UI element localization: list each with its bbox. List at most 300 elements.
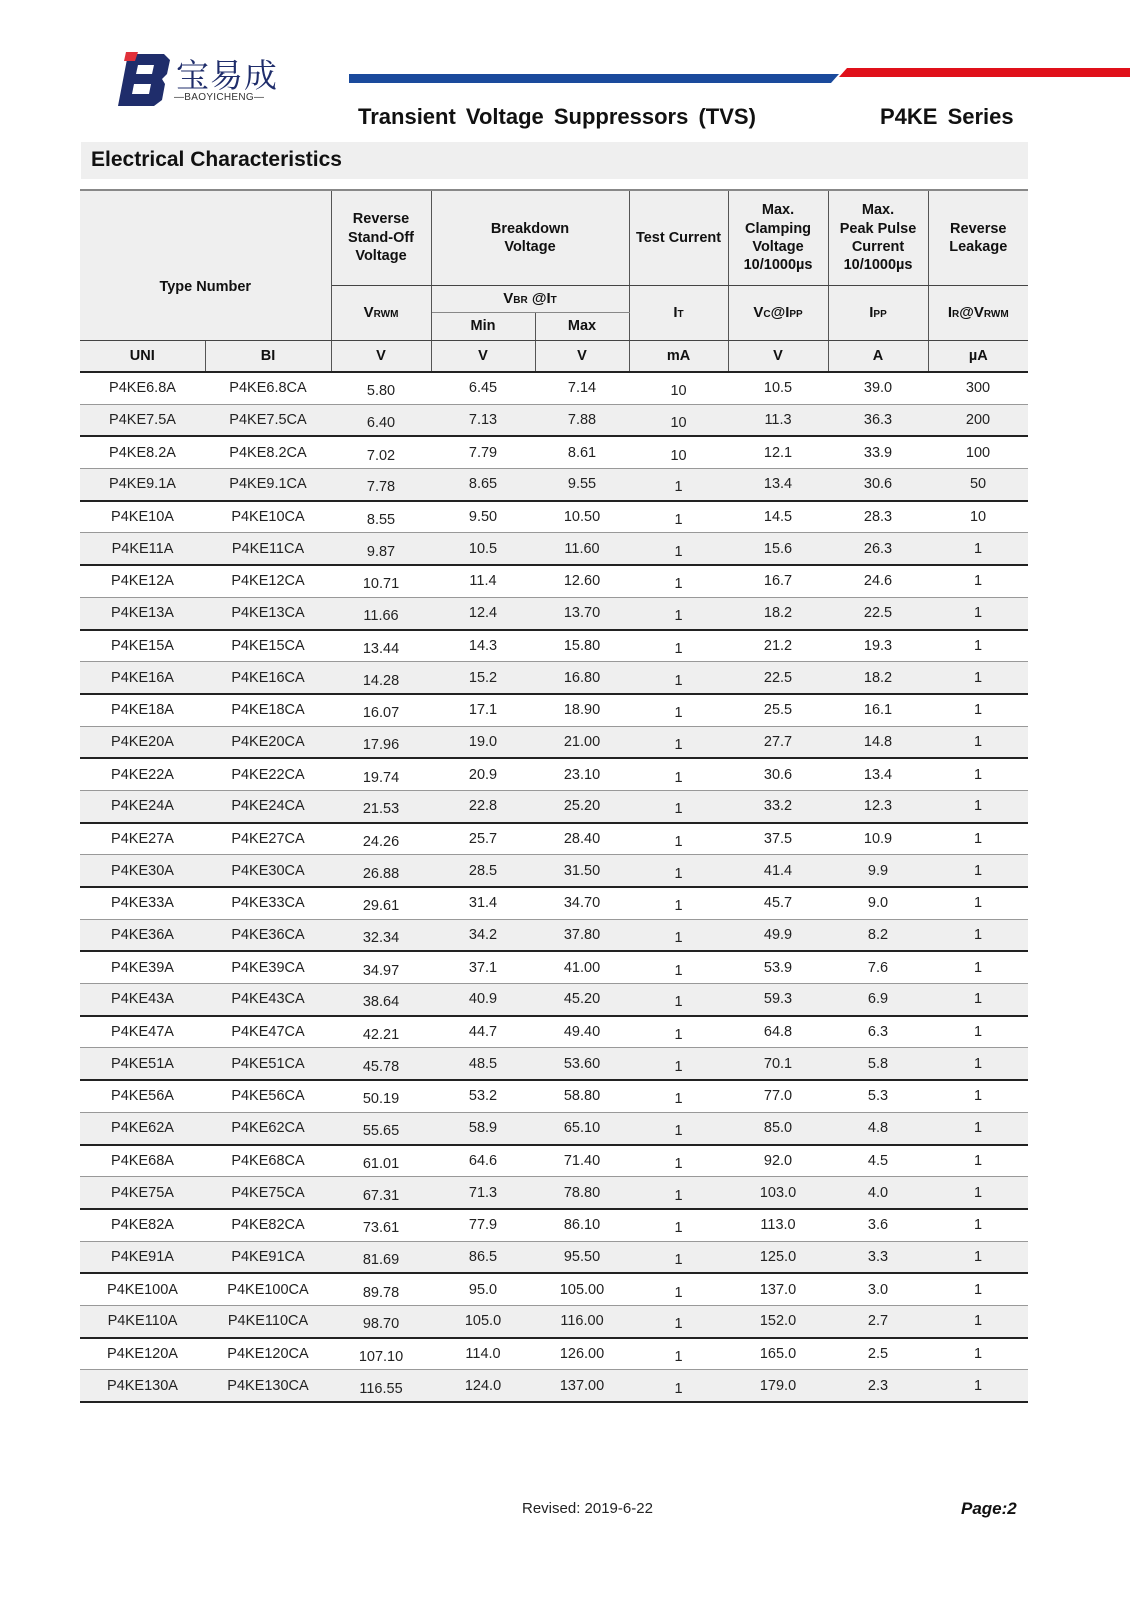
symbol-ipp: IPP: [828, 286, 928, 341]
cell-vbr-min: 11.4: [431, 565, 535, 597]
cell-ipp: 8.2: [828, 919, 928, 951]
cell-bi-part: P4KE110CA: [205, 1305, 331, 1337]
cell-vc: 165.0: [728, 1338, 828, 1370]
cell-vbr-max: 23.10: [535, 758, 629, 790]
cell-ir: 1: [928, 887, 1028, 919]
table-row: [80, 1112, 1028, 1144]
cell-vc: 59.3: [728, 984, 828, 1016]
cell-bi-part: P4KE36CA: [205, 919, 331, 951]
cell-vc: 70.1: [728, 1048, 828, 1080]
cell-vbr-max: 9.55: [535, 469, 629, 501]
cell-vc: 137.0: [728, 1273, 828, 1305]
cell-vbr-min: 77.9: [431, 1209, 535, 1241]
table-row: [80, 630, 1028, 662]
cell-uni-part: P4KE8.2A: [80, 436, 205, 468]
cell-bi-part: P4KE8.2CA: [205, 436, 331, 468]
cell-bi-part: P4KE120CA: [205, 1338, 331, 1370]
page-number: Page:2: [961, 1499, 1017, 1518]
cell-uni-part: P4KE75A: [80, 1177, 205, 1209]
cell-vbr-min: 124.0: [431, 1370, 535, 1402]
cell-vrwm: 19.74: [331, 758, 431, 790]
cell-ipp: 6.3: [828, 1016, 928, 1048]
cell-it: 1: [629, 1016, 728, 1048]
cell-ir: 1: [928, 597, 1028, 629]
cell-vbr-min: 20.9: [431, 758, 535, 790]
table-row: [80, 1048, 1028, 1080]
cell-it: 1: [629, 726, 728, 758]
cell-ipp: 5.3: [828, 1080, 928, 1112]
cell-it: 1: [629, 1338, 728, 1370]
cell-it: 1: [629, 1112, 728, 1144]
cell-it: 1: [629, 1241, 728, 1273]
cell-vc: 92.0: [728, 1145, 828, 1177]
cell-vrwm: 6.40: [331, 404, 431, 436]
cell-vc: 49.9: [728, 919, 828, 951]
cell-vbr-min: 48.5: [431, 1048, 535, 1080]
cell-vc: 64.8: [728, 1016, 828, 1048]
table-row: [80, 469, 1028, 501]
table-row: [80, 726, 1028, 758]
symbol-vrwm: VRWM: [331, 286, 431, 341]
cell-vbr-max: 12.60: [535, 565, 629, 597]
cell-uni-part: P4KE15A: [80, 630, 205, 662]
symbol-vc-at-ipp: VC@IPP: [728, 286, 828, 341]
cell-vbr-max: 7.14: [535, 372, 629, 404]
cell-ipp: 3.3: [828, 1241, 928, 1273]
cell-vrwm: 29.61: [331, 887, 431, 919]
cell-vrwm: 50.19: [331, 1080, 431, 1112]
company-logo: [118, 50, 288, 110]
table-row: [80, 790, 1028, 822]
header-min: Min: [431, 313, 535, 341]
cell-bi-part: P4KE12CA: [205, 565, 331, 597]
cell-it: 1: [629, 887, 728, 919]
cell-vc: 16.7: [728, 565, 828, 597]
cell-vbr-min: 53.2: [431, 1080, 535, 1112]
cell-uni-part: P4KE120A: [80, 1338, 205, 1370]
cell-it: 10: [629, 436, 728, 468]
table-row: [80, 887, 1028, 919]
cell-vbr-min: 86.5: [431, 1241, 535, 1273]
cell-bi-part: P4KE62CA: [205, 1112, 331, 1144]
cell-bi-part: P4KE15CA: [205, 630, 331, 662]
revision-date: Revised: 2019-6-22: [522, 1500, 653, 1517]
cell-ipp: 6.9: [828, 984, 928, 1016]
cell-vrwm: 89.78: [331, 1273, 431, 1305]
table-row: [80, 1305, 1028, 1337]
cell-it: 1: [629, 1209, 728, 1241]
cell-ipp: 4.0: [828, 1177, 928, 1209]
cell-it: 1: [629, 919, 728, 951]
table-row: [80, 1209, 1028, 1241]
cell-vbr-max: 34.70: [535, 887, 629, 919]
cell-ipp: 3.0: [828, 1273, 928, 1305]
cell-uni-part: P4KE10A: [80, 501, 205, 533]
cell-ipp: 39.0: [828, 372, 928, 404]
cell-vbr-max: 53.60: [535, 1048, 629, 1080]
cell-vrwm: 10.71: [331, 565, 431, 597]
cell-bi-part: P4KE10CA: [205, 501, 331, 533]
cell-vrwm: 107.10: [331, 1338, 431, 1370]
cell-uni-part: P4KE9.1A: [80, 469, 205, 501]
cell-bi-part: P4KE30CA: [205, 855, 331, 887]
unit-uni: UNI: [80, 341, 205, 373]
cell-vrwm: 24.26: [331, 823, 431, 855]
cell-vrwm: 34.97: [331, 951, 431, 983]
electrical-characteristics-table: [80, 189, 1028, 1403]
cell-bi-part: P4KE51CA: [205, 1048, 331, 1080]
cell-vrwm: 13.44: [331, 630, 431, 662]
cell-vc: 30.6: [728, 758, 828, 790]
cell-ir: 1: [928, 951, 1028, 983]
table-row: [80, 758, 1028, 790]
cell-uni-part: P4KE36A: [80, 919, 205, 951]
table-row: [80, 1338, 1028, 1370]
cell-vbr-max: 126.00: [535, 1338, 629, 1370]
cell-bi-part: P4KE7.5CA: [205, 404, 331, 436]
header-max: Max: [535, 313, 629, 341]
cell-vbr-min: 28.5: [431, 855, 535, 887]
cell-ipp: 5.8: [828, 1048, 928, 1080]
cell-vc: 103.0: [728, 1177, 828, 1209]
cell-it: 1: [629, 630, 728, 662]
cell-ipp: 9.9: [828, 855, 928, 887]
cell-vbr-min: 58.9: [431, 1112, 535, 1144]
cell-bi-part: P4KE56CA: [205, 1080, 331, 1112]
cell-vbr-min: 114.0: [431, 1338, 535, 1370]
cell-bi-part: P4KE9.1CA: [205, 469, 331, 501]
cell-vbr-max: 7.88: [535, 404, 629, 436]
unit-bi: BI: [205, 341, 331, 373]
cell-vbr-max: 86.10: [535, 1209, 629, 1241]
cell-vbr-min: 25.7: [431, 823, 535, 855]
cell-vc: 45.7: [728, 887, 828, 919]
cell-ir: 1: [928, 758, 1028, 790]
cell-it: 1: [629, 1177, 728, 1209]
cell-vbr-max: 25.20: [535, 790, 629, 822]
cell-vrwm: 16.07: [331, 694, 431, 726]
cell-vrwm: 17.96: [331, 726, 431, 758]
cell-vbr-max: 65.10: [535, 1112, 629, 1144]
cell-ir: 1: [928, 1112, 1028, 1144]
cell-vrwm: 73.61: [331, 1209, 431, 1241]
table-row: [80, 1145, 1028, 1177]
cell-vbr-max: 21.00: [535, 726, 629, 758]
cell-vbr-max: 31.50: [535, 855, 629, 887]
cell-vc: 33.2: [728, 790, 828, 822]
cell-vc: 152.0: [728, 1305, 828, 1337]
symbol-ir-at-vrwm: IR@VRWM: [928, 286, 1028, 341]
table-row: [80, 501, 1028, 533]
table-row: [80, 694, 1028, 726]
cell-it: 1: [629, 855, 728, 887]
unit-vrwm: V: [331, 341, 431, 373]
cell-vc: 10.5: [728, 372, 828, 404]
cell-uni-part: P4KE11A: [80, 533, 205, 565]
cell-vbr-min: 8.65: [431, 469, 535, 501]
cell-vrwm: 32.34: [331, 919, 431, 951]
cell-it: 1: [629, 951, 728, 983]
cell-bi-part: P4KE24CA: [205, 790, 331, 822]
table-row: [80, 984, 1028, 1016]
section-header: [81, 142, 1028, 179]
table-row: [80, 1016, 1028, 1048]
document-title: Transient Voltage Suppressors (TVS): [358, 104, 756, 129]
cell-it: 1: [629, 1145, 728, 1177]
cell-ipp: 26.3: [828, 533, 928, 565]
cell-bi-part: P4KE27CA: [205, 823, 331, 855]
header-clamping-voltage: Max. Clamping Voltage 10/1000µs: [728, 190, 828, 286]
cell-uni-part: P4KE43A: [80, 984, 205, 1016]
cell-it: 1: [629, 1370, 728, 1402]
cell-ir: 1: [928, 1305, 1028, 1337]
cell-vbr-max: 58.80: [535, 1080, 629, 1112]
cell-ipp: 4.8: [828, 1112, 928, 1144]
table-row: [80, 951, 1028, 983]
cell-ir: 1: [928, 630, 1028, 662]
cell-vbr-min: 7.79: [431, 436, 535, 468]
unit-it: mA: [629, 341, 728, 373]
cell-uni-part: P4KE68A: [80, 1145, 205, 1177]
cell-ipp: 2.7: [828, 1305, 928, 1337]
cell-ir: 200: [928, 404, 1028, 436]
cell-ipp: 16.1: [828, 694, 928, 726]
logo-english-text: —BAOYICHENG—: [174, 92, 265, 103]
cell-ir: 1: [928, 823, 1028, 855]
header-color-bar: [349, 68, 1130, 84]
cell-vbr-min: 44.7: [431, 1016, 535, 1048]
cell-ir: 300: [928, 372, 1028, 404]
cell-vbr-max: 116.00: [535, 1305, 629, 1337]
table-row: [80, 1241, 1028, 1273]
cell-vbr-max: 45.20: [535, 984, 629, 1016]
cell-uni-part: P4KE13A: [80, 597, 205, 629]
cell-ir: 1: [928, 790, 1028, 822]
cell-ipp: 24.6: [828, 565, 928, 597]
cell-uni-part: P4KE100A: [80, 1273, 205, 1305]
cell-ipp: 7.6: [828, 951, 928, 983]
cell-ir: 1: [928, 1080, 1028, 1112]
cell-it: 1: [629, 501, 728, 533]
unit-vbr-max: V: [535, 341, 629, 373]
cell-vc: 179.0: [728, 1370, 828, 1402]
cell-vbr-min: 105.0: [431, 1305, 535, 1337]
cell-vbr-min: 37.1: [431, 951, 535, 983]
cell-bi-part: P4KE11CA: [205, 533, 331, 565]
cell-vc: 12.1: [728, 436, 828, 468]
cell-vbr-max: 13.70: [535, 597, 629, 629]
cell-ir: 1: [928, 565, 1028, 597]
cell-uni-part: P4KE30A: [80, 855, 205, 887]
unit-vc: V: [728, 341, 828, 373]
cell-ir: 1: [928, 533, 1028, 565]
cell-ipp: 12.3: [828, 790, 928, 822]
section-title: Electrical Characteristics: [91, 148, 342, 171]
cell-ipp: 13.4: [828, 758, 928, 790]
cell-ir: 1: [928, 919, 1028, 951]
cell-ir: 1: [928, 1241, 1028, 1273]
cell-vrwm: 7.02: [331, 436, 431, 468]
cell-uni-part: P4KE6.8A: [80, 372, 205, 404]
cell-vrwm: 61.01: [331, 1145, 431, 1177]
table-row: [80, 1273, 1028, 1305]
cell-uni-part: P4KE82A: [80, 1209, 205, 1241]
table-row: [80, 533, 1028, 565]
cell-ipp: 22.5: [828, 597, 928, 629]
cell-vc: 14.5: [728, 501, 828, 533]
cell-ipp: 30.6: [828, 469, 928, 501]
cell-ir: 1: [928, 1209, 1028, 1241]
cell-vbr-max: 10.50: [535, 501, 629, 533]
cell-bi-part: P4KE130CA: [205, 1370, 331, 1402]
cell-vc: 18.2: [728, 597, 828, 629]
cell-uni-part: P4KE22A: [80, 758, 205, 790]
cell-uni-part: P4KE24A: [80, 790, 205, 822]
cell-vc: 27.7: [728, 726, 828, 758]
cell-vbr-min: 64.6: [431, 1145, 535, 1177]
units-row: [80, 341, 1028, 373]
cell-vc: 125.0: [728, 1241, 828, 1273]
cell-ir: 10: [928, 501, 1028, 533]
cell-vbr-min: 7.13: [431, 404, 535, 436]
cell-vbr-min: 17.1: [431, 694, 535, 726]
unit-vbr-min: V: [431, 341, 535, 373]
cell-vbr-min: 31.4: [431, 887, 535, 919]
cell-vrwm: 7.78: [331, 469, 431, 501]
cell-vbr-max: 28.40: [535, 823, 629, 855]
cell-vbr-min: 95.0: [431, 1273, 535, 1305]
cell-vbr-min: 12.4: [431, 597, 535, 629]
cell-uni-part: P4KE7.5A: [80, 404, 205, 436]
cell-vbr-min: 6.45: [431, 372, 535, 404]
cell-ir: 50: [928, 469, 1028, 501]
cell-vc: 22.5: [728, 662, 828, 694]
cell-bi-part: P4KE47CA: [205, 1016, 331, 1048]
header-type-number: Type Number: [80, 190, 331, 341]
cell-bi-part: P4KE82CA: [205, 1209, 331, 1241]
table-body: [80, 372, 1028, 1402]
cell-uni-part: P4KE18A: [80, 694, 205, 726]
cell-uni-part: P4KE62A: [80, 1112, 205, 1144]
cell-vc: 11.3: [728, 404, 828, 436]
cell-vc: 113.0: [728, 1209, 828, 1241]
cell-ir: 1: [928, 984, 1028, 1016]
cell-it: 1: [629, 1273, 728, 1305]
cell-it: 1: [629, 662, 728, 694]
cell-vrwm: 55.65: [331, 1112, 431, 1144]
table-row: [80, 436, 1028, 468]
header-peak-pulse-current: Max. Peak Pulse Current 10/1000µs: [828, 190, 928, 286]
cell-bi-part: P4KE75CA: [205, 1177, 331, 1209]
cell-uni-part: P4KE91A: [80, 1241, 205, 1273]
cell-vbr-min: 9.50: [431, 501, 535, 533]
cell-vrwm: 81.69: [331, 1241, 431, 1273]
cell-uni-part: P4KE12A: [80, 565, 205, 597]
cell-vbr-min: 22.8: [431, 790, 535, 822]
cell-vrwm: 98.70: [331, 1305, 431, 1337]
cell-ipp: 2.3: [828, 1370, 928, 1402]
cell-uni-part: P4KE33A: [80, 887, 205, 919]
cell-uni-part: P4KE51A: [80, 1048, 205, 1080]
cell-vbr-min: 15.2: [431, 662, 535, 694]
cell-vbr-max: 71.40: [535, 1145, 629, 1177]
cell-it: 1: [629, 823, 728, 855]
cell-ipp: 33.9: [828, 436, 928, 468]
table-row: [80, 919, 1028, 951]
header-reverse-standoff: Reverse Stand-Off Voltage: [331, 190, 431, 286]
cell-it: 1: [629, 758, 728, 790]
cell-uni-part: P4KE47A: [80, 1016, 205, 1048]
cell-ir: 1: [928, 726, 1028, 758]
cell-uni-part: P4KE110A: [80, 1305, 205, 1337]
cell-ir: 1: [928, 1338, 1028, 1370]
cell-bi-part: P4KE100CA: [205, 1273, 331, 1305]
cell-uni-part: P4KE56A: [80, 1080, 205, 1112]
cell-uni-part: P4KE16A: [80, 662, 205, 694]
cell-vbr-max: 11.60: [535, 533, 629, 565]
table-row: [80, 1370, 1028, 1402]
symbol-it: IT: [629, 286, 728, 341]
cell-vbr-max: 49.40: [535, 1016, 629, 1048]
cell-vbr-max: 15.80: [535, 630, 629, 662]
cell-bi-part: P4KE20CA: [205, 726, 331, 758]
cell-vc: 15.6: [728, 533, 828, 565]
cell-vrwm: 8.55: [331, 501, 431, 533]
cell-bi-part: P4KE39CA: [205, 951, 331, 983]
cell-vrwm: 67.31: [331, 1177, 431, 1209]
cell-it: 1: [629, 790, 728, 822]
symbol-vbr-at-it: VBR @IT: [431, 286, 629, 313]
cell-vrwm: 116.55: [331, 1370, 431, 1402]
cell-vbr-min: 14.3: [431, 630, 535, 662]
cell-ipp: 18.2: [828, 662, 928, 694]
cell-ir: 1: [928, 1177, 1028, 1209]
cell-ir: 1: [928, 1370, 1028, 1402]
cell-vbr-max: 8.61: [535, 436, 629, 468]
cell-bi-part: P4KE68CA: [205, 1145, 331, 1177]
table-row: [80, 372, 1028, 404]
unit-ipp: A: [828, 341, 928, 373]
cell-ipp: 3.6: [828, 1209, 928, 1241]
cell-it: 1: [629, 565, 728, 597]
cell-bi-part: P4KE18CA: [205, 694, 331, 726]
header-reverse-leakage: Reverse Leakage: [928, 190, 1028, 286]
cell-bi-part: P4KE43CA: [205, 984, 331, 1016]
cell-ipp: 36.3: [828, 404, 928, 436]
cell-ipp: 9.0: [828, 887, 928, 919]
cell-it: 10: [629, 404, 728, 436]
cell-it: 1: [629, 1080, 728, 1112]
cell-it: 1: [629, 533, 728, 565]
cell-vbr-max: 137.00: [535, 1370, 629, 1402]
cell-ipp: 4.5: [828, 1145, 928, 1177]
cell-bi-part: P4KE33CA: [205, 887, 331, 919]
table-row: [80, 1080, 1028, 1112]
cell-vc: 21.2: [728, 630, 828, 662]
cell-vbr-min: 10.5: [431, 533, 535, 565]
cell-ir: 1: [928, 1145, 1028, 1177]
cell-ipp: 19.3: [828, 630, 928, 662]
cell-ir: 1: [928, 1048, 1028, 1080]
cell-vbr-max: 41.00: [535, 951, 629, 983]
cell-vbr-min: 40.9: [431, 984, 535, 1016]
cell-ir: 1: [928, 694, 1028, 726]
cell-vc: 77.0: [728, 1080, 828, 1112]
cell-uni-part: P4KE27A: [80, 823, 205, 855]
cell-vrwm: 21.53: [331, 790, 431, 822]
unit-ir: µA: [928, 341, 1028, 373]
cell-ir: 1: [928, 855, 1028, 887]
